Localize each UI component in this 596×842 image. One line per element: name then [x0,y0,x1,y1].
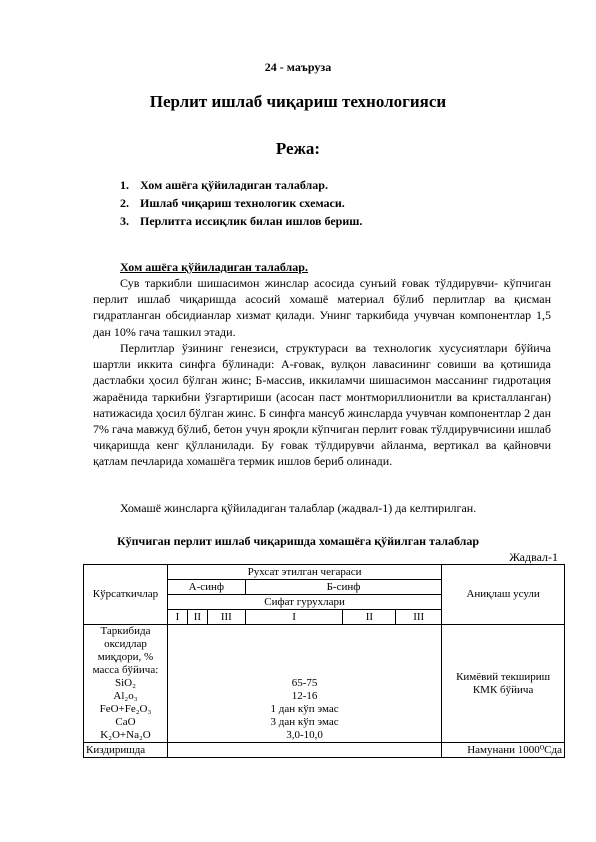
group-label: I [245,610,343,625]
oxide-name: Al₂o₃ [113,690,138,702]
oxide-value: 12-16 [291,690,318,702]
plan-item: 1. Хом ашёга қўйиладиган талаблар. [120,178,328,192]
heating-method: Намунани 1000⁰Сда [442,743,565,758]
oxides-label: Таркибида оксидлар миқдори, % масса бўйича: [92,625,159,676]
plan-list [120,176,362,230]
oxide-values-cell [167,625,441,743]
group-label: I [167,610,187,625]
header-allowed-limits: Рухсат этилган чегараси [167,565,441,580]
oxide-name: CaO [115,716,136,728]
group-label: II [343,610,396,625]
table-title: Кўпчиган перлит ишлаб чиқаришда хомашёга қўйилган талаблар [116,534,480,548]
oxide-value: 3,0-10,0 [286,729,323,741]
oxide-value: 65-75 [291,677,318,689]
oxides-method: Кимёвий текшириш КМК бўйича [442,625,565,743]
oxide-name: K₂O+Na₂O [100,729,151,741]
table-number: Жадвал-1 [509,550,558,564]
table-row [84,625,565,743]
oxide-name: SiO₂ [114,677,136,689]
oxide-name: FeO+Fe₂O₃ [99,703,152,715]
plan-item: 2. Ишлаб чиқариш технологик схемаси. [120,196,345,210]
header-class-b: Б-синф [245,580,441,595]
plan-heading: Режа: [275,139,321,158]
requirements-table [83,564,565,758]
table-row [84,743,565,758]
oxide-value: 3 дан кўп эмас [270,716,339,728]
group-label: II [187,610,207,625]
header-indicators: Кўрсаткичлар [84,565,168,625]
plan-item: 3. Перлитга иссиқлик билан ишлов бериш. [120,214,363,228]
group-label: III [207,610,245,625]
paragraph-3: Хомашё жинсларга қўйиладиган талаблар (жадвал-1) да келтирилган. [120,501,477,515]
heating-values [167,743,441,758]
group-label: III [396,610,442,625]
paragraph-2: Перлитлар ўзининг генезиси, структураси ва технологик хусусиятлари бўйича шартли иккита синфга бўлинади: А-ғовак, вулқон лавасининг совиши ва қотишида дастлабки ҳосил бўлган жинс; Б-массив, иккиламчи шишасимон массанинг гидротация жараёнида таркибни ўзгартириши (асосан паст монтмориллионитли ва кристалланган) натижасида ҳосил бўлган жинс. Б синфга мансуб жинсларда учувчан компонентлар 2 дан 7% гача мавжуд бўлиб, бетон учун яроқли кўпчиган перлит ғовак тўлдирувчисини ишлаб чиқаришда кенг қўлланилади. Бу ғовак тўлдирувчи айланма, вертикал ва қайновчи қатлам печларида хомашёга термик ишлов бериб олинади. [93,341,551,469]
header-class-a: А-синф [167,580,245,595]
oxides-cell [84,625,168,743]
oxide-value: 1 дан кўп эмас [270,703,339,715]
section-heading: Хом ашёга қўйиладиган талаблар. [120,260,308,274]
header-quality-groups: Сифат гурухлари [167,595,441,610]
paragraph-1: Сув таркибли шишасимон жинслар асосида сунъий ғовак тўлдирувчи- кўпчиган перлит ишлаб чиқаришда асосий хомашё материал бўлиб перлитлар ва қисман гидратланган обсидианлар хизмат қилади. Унинг таркибида учувчан компонентлар 1,5 дан 10% гача ташкил этади. [93,276,551,339]
document-title: Перлит ишлаб чиқариш технологияси [149,92,447,111]
lecture-number: 24 - маъруза [264,60,332,74]
header-method: Аниқлаш усули [442,565,565,625]
heating-label: Киздиришда [84,743,168,758]
